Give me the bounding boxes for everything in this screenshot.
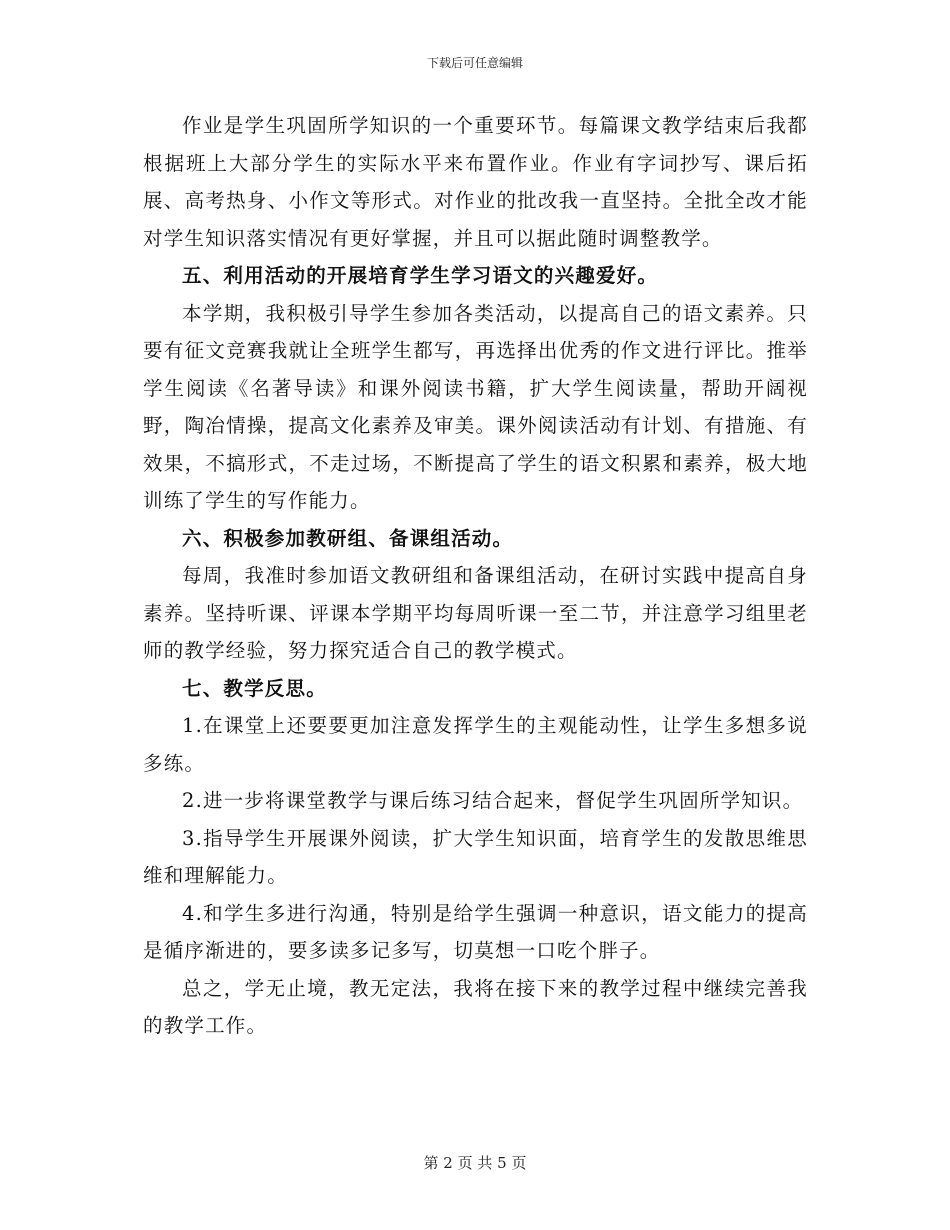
reflection-item-4: 4.和学生多进行沟通，特别是给学生强调一种意识，语文能力的提高是循序渐进的，要多读多记多写，切莫想一口吃个胖子。	[143, 901, 808, 962]
reflection-item-2: 2.进一步将课堂教学与课后练习结合起来，督促学生巩固所学知识。	[182, 789, 804, 812]
paragraph-research-group: 每周，我准时参加语文教研组和备课组活动，在研讨实践中提高自身素养。坚持听课、评课本学期平均每周听课一至二节，并注意学习组里老师的教学经验，努力探究适合自己的教学模式。	[143, 564, 808, 662]
page-header: 下载后可任意编辑	[426, 56, 523, 70]
paragraph-conclusion: 总之，学无止境，教无定法，我将在接下来的教学过程中继续完善我的教学工作。	[143, 976, 808, 1037]
section-heading-7: 七、教学反思。	[182, 676, 327, 700]
paragraph-homework: 作业是学生巩固所学知识的一个重要环节。每篇课文教学结束后我都根据班上大部分学生的实际水平来布置作业。作业有字词抄写、课后拓展、高考热身、小作文等形式。对作业的批改我一直坚持。全批全改才能对学生知识落实情况有更好掌握，并且可以据此随时调整教学。	[143, 114, 808, 250]
section-heading-6: 六、积极参加教研组、备课组活动。	[182, 526, 514, 550]
section-heading-5: 五、利用活动的开展培育学生学习语文的兴趣爱好。	[182, 264, 659, 287]
reflection-item-1: 1.在课堂上还要要更加注意发挥学生的主观能动性，让学生多想多说多练。	[143, 714, 808, 775]
document-body	[143, 107, 808, 1045]
page-number: 第 2 页 共 5 页	[423, 1154, 527, 1172]
reflection-item-3: 3.指导学生开展课外阅读，扩大学生知识面，培育学生的发散思维思维和理解能力。	[143, 826, 808, 887]
paragraph-activities: 本学期，我积极引导学生参加各类活动，以提高自己的语文素养。只要有征文竞赛我就让全班学生都写，再选择出优秀的作文进行评比。推举学生阅读《名著导读》和课外阅读书籍，扩大学生阅读量，帮助开阔视野，陶冶情操，提高文化素养及审美。课外阅读活动有计划、有措施、有效果，不搞形式，不走过场，不断提高了学生的语文积累和素养，极大地训练了学生的写作能力。	[143, 301, 808, 512]
